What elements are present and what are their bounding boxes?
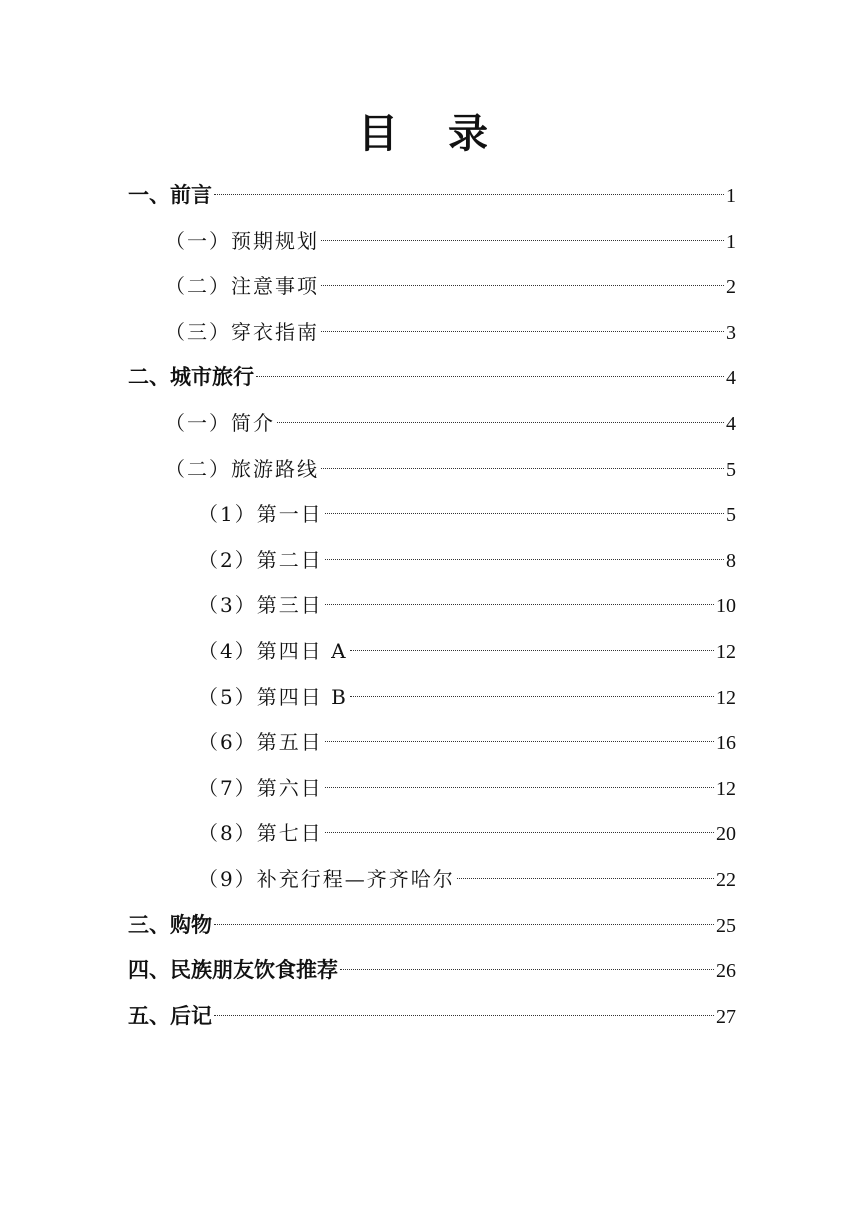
- toc-entry-label: （3）第三日: [198, 593, 323, 618]
- toc-entry-label: （6）第五日: [198, 730, 323, 755]
- toc-entry-page-number: 8: [726, 549, 736, 572]
- dot-leader: [321, 285, 724, 286]
- toc-entry-label: 二、城市旅行: [128, 365, 254, 390]
- toc-entry[interactable]: [128, 953, 736, 987]
- dot-leader: [214, 924, 714, 925]
- toc-entry-page-number: 10: [716, 595, 736, 618]
- toc-entry[interactable]: [165, 406, 736, 440]
- toc-entry-page-number: 26: [716, 960, 736, 983]
- toc-entry[interactable]: [165, 224, 736, 258]
- toc-entry-label: 五、后记: [128, 1003, 212, 1028]
- toc-entry[interactable]: [165, 315, 736, 349]
- toc-title: 目 录: [358, 110, 506, 157]
- toc-entry-label: （9）补充行程—齐齐哈尔: [198, 867, 455, 891]
- toc-entry-label: （4）第四日 A: [198, 639, 348, 663]
- toc-entry-page-number: 12: [716, 641, 736, 663]
- toc-entry[interactable]: [198, 862, 736, 896]
- dot-leader: [350, 650, 714, 651]
- toc-entry-page-number: 22: [716, 869, 736, 891]
- toc-entry-page-number: 1: [726, 185, 736, 207]
- toc-entry-label: （一）简介: [165, 411, 275, 435]
- toc-entry-label: （二）旅游路线: [165, 456, 319, 481]
- dot-leader: [457, 878, 714, 879]
- toc-entry[interactable]: [198, 771, 736, 805]
- toc-entry[interactable]: [128, 360, 736, 394]
- toc-entry-label: 一、前言: [128, 183, 212, 207]
- dot-leader: [325, 741, 714, 742]
- toc-entry[interactable]: [128, 178, 736, 212]
- toc-entry-page-number: 16: [716, 732, 736, 755]
- dot-leader: [350, 696, 714, 697]
- toc-entry-label: 四、民族朋友饮食推荐: [128, 958, 338, 983]
- toc-entry-page-number: 4: [726, 413, 736, 435]
- toc-entry-page-number: 5: [726, 458, 736, 481]
- dot-leader: [277, 422, 724, 423]
- dot-leader: [321, 240, 724, 241]
- toc-entry[interactable]: [198, 634, 736, 668]
- toc-entry[interactable]: [198, 588, 736, 622]
- toc-entry-page-number: 12: [716, 686, 736, 709]
- dot-leader: [325, 832, 714, 833]
- dot-leader: [321, 468, 724, 469]
- dot-leader: [321, 331, 724, 332]
- dot-leader: [325, 604, 714, 605]
- dot-leader: [325, 787, 714, 788]
- toc-entry-label: （5）第四日 B: [198, 684, 348, 709]
- toc-entry-page-number: 12: [716, 777, 736, 800]
- dot-leader: [325, 559, 724, 560]
- toc-entry-page-number: 25: [716, 914, 736, 937]
- toc-entry-label: （8）第七日: [198, 821, 323, 846]
- dot-leader: [214, 1015, 714, 1016]
- toc-entry[interactable]: [198, 543, 736, 577]
- toc-entry-label: 三、购物: [128, 912, 212, 937]
- toc-entry-label: （一）预期规划: [165, 228, 319, 253]
- toc-entry[interactable]: [198, 725, 736, 759]
- toc-entry[interactable]: [128, 999, 736, 1033]
- toc-entry-label: （三）穿衣指南: [165, 319, 319, 344]
- toc-entry-page-number: 20: [716, 823, 736, 846]
- toc-entry-label: （2）第二日: [198, 547, 323, 572]
- toc-entry-label: （7）第六日: [198, 775, 323, 800]
- toc-entry-label: （1）第一日: [198, 502, 323, 527]
- toc-entry[interactable]: [165, 269, 736, 303]
- toc-entry[interactable]: [128, 908, 736, 942]
- toc-entry-page-number: 3: [726, 321, 736, 344]
- toc-entry[interactable]: [198, 816, 736, 850]
- dot-leader: [214, 194, 724, 195]
- toc-entry[interactable]: [198, 680, 736, 714]
- dot-leader: [325, 513, 724, 514]
- toc-entry-page-number: 4: [726, 367, 736, 390]
- toc-entry[interactable]: [198, 497, 736, 531]
- toc-entry-page-number: 1: [726, 230, 736, 253]
- toc-entry-page-number: 2: [726, 276, 736, 299]
- dot-leader: [340, 969, 714, 970]
- dot-leader: [256, 376, 724, 377]
- toc-entry-page-number: 27: [716, 1005, 736, 1028]
- toc-entry-page-number: 5: [726, 504, 736, 527]
- toc-entry[interactable]: [165, 452, 736, 486]
- toc-entry-label: （二）注意事项: [165, 274, 319, 299]
